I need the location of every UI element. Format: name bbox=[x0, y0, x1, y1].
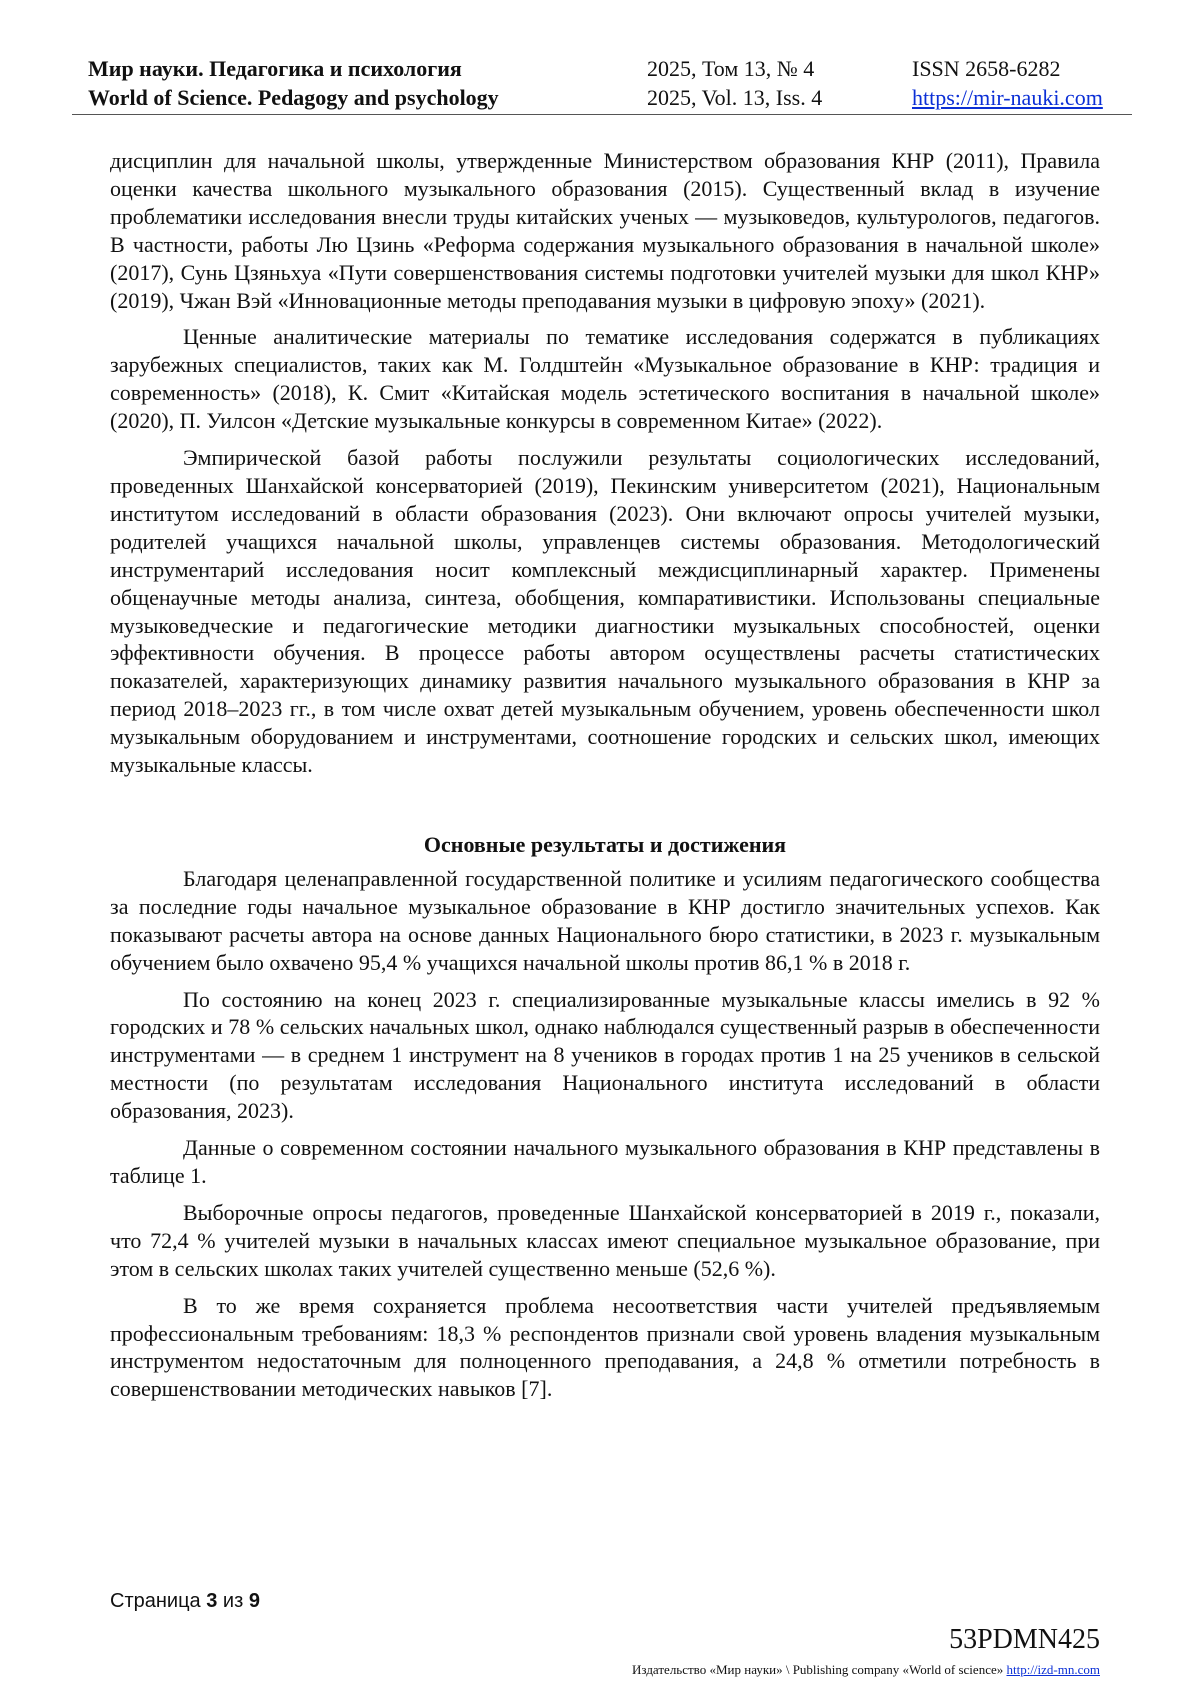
paragraph-teacher-surveys: Выборочные опросы педагогов, проведенные Шанхайской консерваторией в 2019 г., показали, что 72,4 % учителей музыки в начальных классах имеют специальное музыкальное образование, при этом в сельских школах таких учителей существенно меньше (52,6 %). bbox=[110, 1199, 1100, 1281]
article-code: 53PDMN425 bbox=[949, 1624, 1100, 1655]
issue-info-ru: 2025, Том 13, № 4 bbox=[647, 56, 815, 81]
publisher-text: Издательство «Мир науки» \ Publishing company «World of science» bbox=[632, 1662, 1004, 1677]
article-body bbox=[110, 147, 1100, 1412]
journal-site-link[interactable]: https://mir-nauki.com bbox=[912, 85, 1103, 110]
paragraph-empirical-base: Эмпирической базой работы послужили результаты социологических исследований, проведенных Шанхайской консерваторией (2019), Пекинским университетом (2021), Национальным институтом исследований в области образования (2023). Они включают опросы учителей музыки, родителей учащихся начальной школы, управленцев системы образования. Методологический инструментарий исследования носит комплексный междисциплинарный характер. Применены общенаучные методы анализа, синтеза, обобщения, компаративистики. Использованы специальные музыковедческие и педагогические методики диагностики музыкальных способностей, оценки эффективности обучения. В процессе работы автором осуществлены расчеты статистических показателей, характеризующих динамику развития начального музыкального образования в КНР за период 2018–2023 гг., в том числе охват детей музыкальным обучением, уровень обеспеченности школ музыкальным оборудованием и инструментами, соотношение городских и сельских школ, имеющих музыкальные классы. bbox=[110, 445, 1100, 778]
journal-title-ru: Мир науки. Педагогика и психология bbox=[88, 56, 462, 81]
paragraph-teacher-requirements: В то же время сохраняется проблема несоответствия части учителей предъявляемым профессиональным требованиям: 18,3 % респондентов признали свой уровень владения музыкальным инструментом недостаточным для полноценного преподавания, а 24,8 % отметили потребность в совершенствовании методических навыков [7]. bbox=[110, 1292, 1100, 1402]
page-total: 9 bbox=[248, 1590, 260, 1612]
issn-block bbox=[912, 54, 1103, 112]
section-heading-results: Основные результаты и достижения bbox=[423, 831, 787, 857]
page-separator: из bbox=[222, 1590, 244, 1612]
journal-title-block bbox=[88, 54, 499, 112]
issue-info-en: 2025, Vol. 13, Iss. 4 bbox=[647, 85, 823, 110]
issue-info-block bbox=[647, 54, 822, 112]
page-prefix: Страница bbox=[110, 1590, 201, 1612]
paragraph-sources-continued: дисциплин для начальной школы, утвержденные Министерством образования КНР (2011), Правила оценки качества школьного музыкального образования (2015). Существенный вклад в изучение проблематики исследования внесли труды китайских ученых — музыковедов, культурологов, педагогов. В частности, работы Лю Цзинь «Реформа содержания музыкального образования в начальной школе» (2017), Сунь Цзяньхуа «Пути совершенствования системы подготовки учителей музыки для школ КНР» (2019), Чжан Вэй «Инновационные методы преподавания музыки в цифровую эпоху» (2021). bbox=[110, 148, 1100, 313]
paragraph-table-reference: Данные о современном состоянии начального музыкального образования в КНР представлены в таблице 1. bbox=[110, 1135, 1100, 1188]
page-counter bbox=[110, 1590, 260, 1613]
page-current: 3 bbox=[206, 1590, 218, 1612]
publisher-link[interactable]: http://izd-mn.com bbox=[1006, 1662, 1100, 1677]
page-header bbox=[72, 48, 1132, 115]
issn-number: ISSN 2658-6282 bbox=[912, 56, 1061, 81]
paragraph-foreign-studies: Ценные аналитические материалы по тематике исследования содержатся в публикациях зарубежных специалистов, таких как М. Голдштейн «Музыкальное образование в КНР: традиция и современность» (2018), К. Смит «Китайская модель эстетического воспитания в начальной школе» (2020), П. Уилсон «Детские музыкальные конкурсы в современном Китае» (2022). bbox=[110, 324, 1100, 434]
paragraph-coverage-stats: Благодаря целенаправленной государственной политике и усилиям педагогического сообщества за последние годы начальное музыкальное образование в КНР достигло значительных успехов. Как показывают расчеты автора на основе данных Национального бюро статистики, в 2023 г. музыкальным обучением было охвачено 95,4 % учащихся начальной школы против 86,1 % в 2018 г. bbox=[110, 865, 1100, 975]
paragraph-music-classes: По состоянию на конец 2023 г. специализированные музыкальные классы имелись в 92 % городских и 78 % сельских начальных школ, однако наблюдался существенный разрыв в обеспеченности инструментами — в среднем 1 инструмент на 8 учеников в городах против 1 на 25 учеников в сельской местности (по результатам исследования Национального института исследований в области образования, 2023). bbox=[110, 986, 1100, 1124]
publisher-line bbox=[632, 1662, 1100, 1678]
journal-title-en: World of Science. Pedagogy and psychology bbox=[88, 85, 499, 110]
